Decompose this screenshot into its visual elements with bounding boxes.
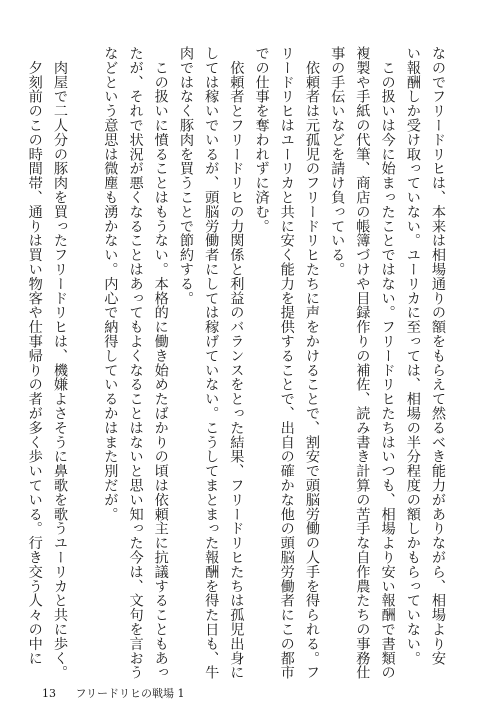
text-line: での仕事を奪われずに済む。 bbox=[253, 46, 270, 234]
text-line: しては稼いでいるが、頭脳労働者にしては稼げていない。こうしてまとまった報酬を得た日も、牛 bbox=[203, 46, 220, 680]
page-number: 13 bbox=[42, 687, 56, 700]
vertical-text-body bbox=[26, 46, 450, 680]
text-line: 肉屋で二人分の豚肉を買ったフリードリヒは、機嫌よさそうに鼻歌を歌うユーリカと共に歩く。 bbox=[51, 46, 68, 680]
text-line: 事の手伝いなどを請け負っている。 bbox=[329, 46, 346, 277]
text-line: 肉ではなく豚肉を買うことで節約する。 bbox=[177, 46, 194, 306]
text-line: リードリヒはユーリカと共に安く能力を提供することで、出自の確かな他の頭脳労働者にこの都市 bbox=[278, 46, 295, 680]
text-line: などという意思は微塵も湧かない。内心で納得しているかはまた別だが。 bbox=[102, 46, 119, 522]
running-title: フリードリヒの戦場 1 bbox=[75, 687, 185, 700]
text-line: この扱いに憤ることはもうない。本格的に働き始めたばかりの頃は依頼主に抗議することもあっ bbox=[152, 46, 169, 680]
text-line: い報酬しか受け取っていない。ユーリカに至っては、相場の半分程度の額しかもらっていない。 bbox=[404, 46, 421, 666]
text-line: たが、それで状況が悪くなることはあってもよくなることはないと思い知った今は、文句を言おう bbox=[127, 46, 144, 680]
text-line: 依頼者とフリードリヒの力関係と利益のバランスをとった結果、フリードリヒたちは孤児出身に bbox=[228, 46, 245, 680]
page-footer bbox=[42, 685, 185, 701]
text-line: この扱いは今に始まったことではない。フリードリヒたちはいつも、相場より安い報酬で書類の bbox=[379, 46, 396, 680]
text-line: 複製や手紙の代筆、商店の帳簿づけや目録作りの補佐、読み書き計算の苦手な自作農たちの事務仕 bbox=[354, 46, 371, 680]
paragraph-break bbox=[72, 46, 97, 668]
text-line: 夕刻前のこの時間帯、通りは買い物客や仕事帰りの者が多く歩いている。行き交う人々の中に bbox=[26, 46, 43, 666]
text-line: なのでフリードリヒは、本来は相場通りの額をもらえて然るべき能力がありながら、相場より安 bbox=[430, 46, 446, 666]
text-line: 依頼者は元孤児のフリードリヒたちに声をかけることで、割安で頭脳労働の人手を得られる。フ bbox=[303, 46, 320, 680]
